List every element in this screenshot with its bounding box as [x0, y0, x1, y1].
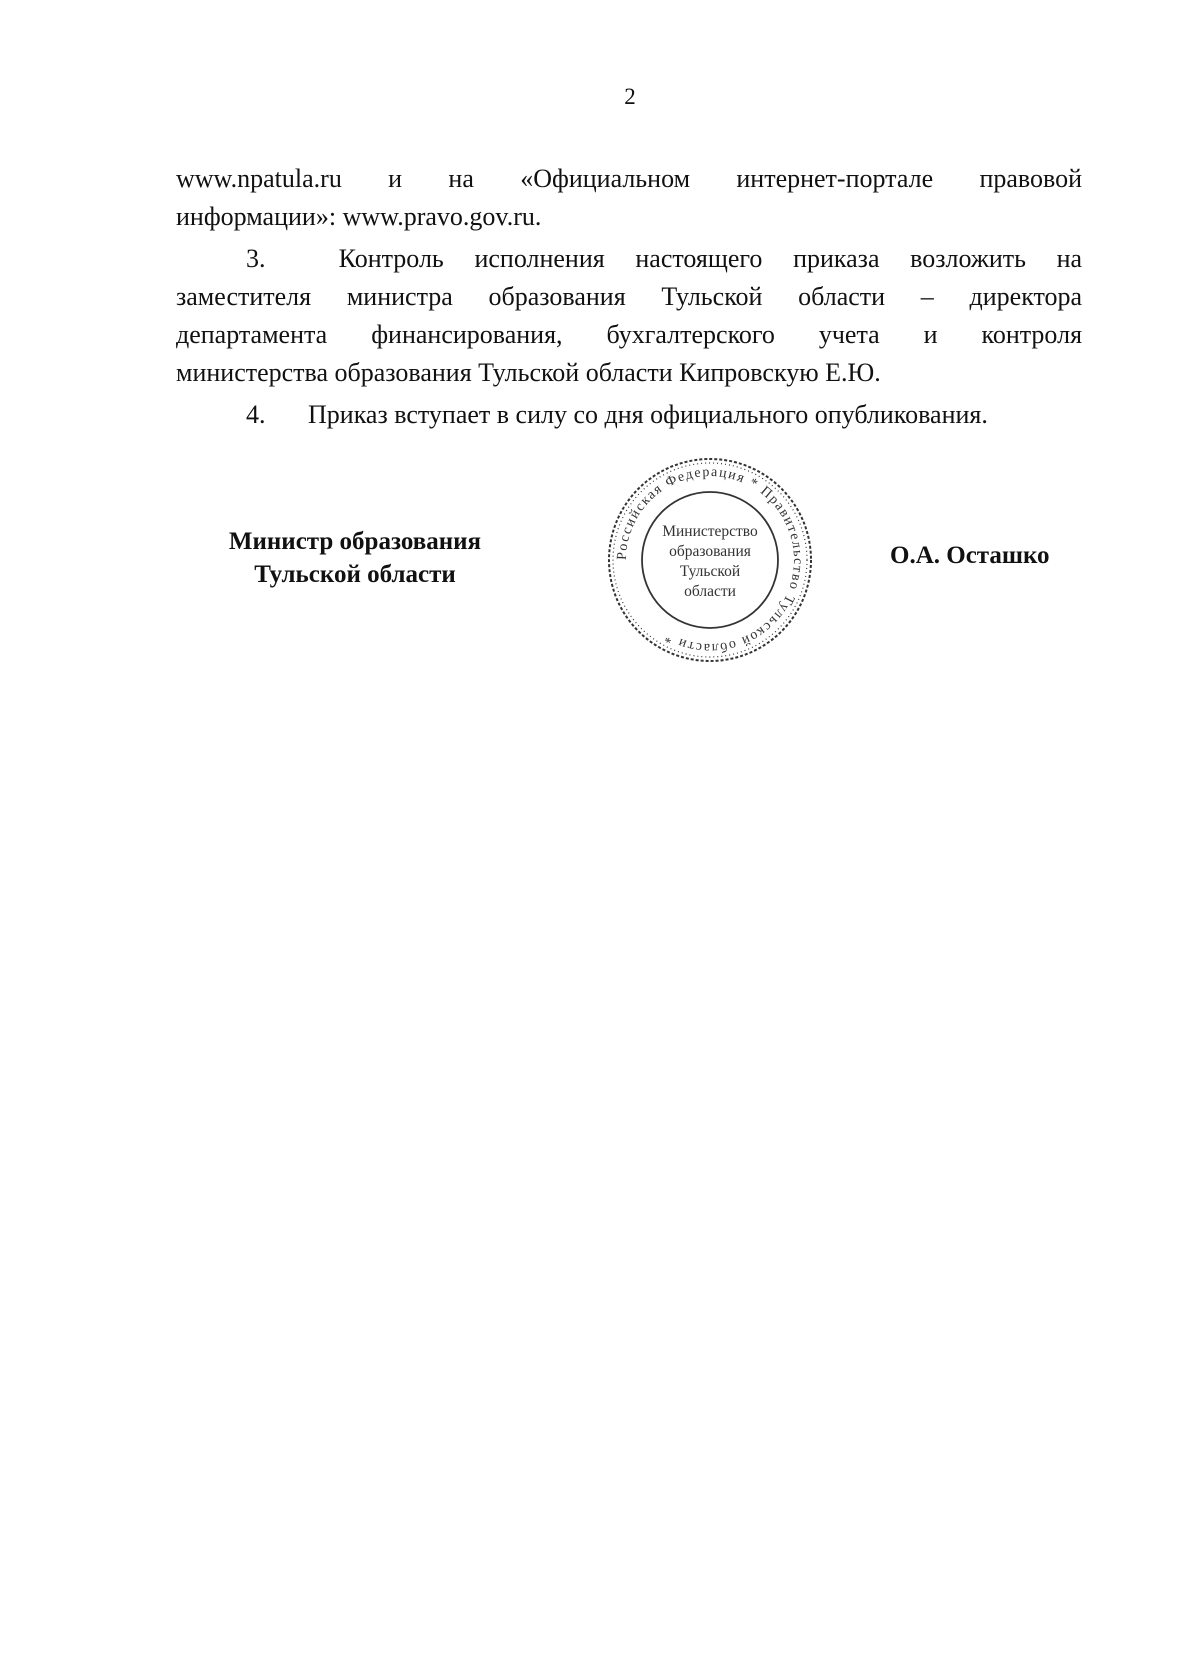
word: на: [448, 164, 474, 193]
paragraph-3-line-3: [176, 316, 1082, 354]
word: и: [388, 164, 403, 193]
signature-block: [0, 525, 1200, 725]
paragraph-3-line-2: [176, 278, 1082, 316]
paragraph-3-line-1: [176, 240, 1082, 278]
word: и: [923, 320, 938, 349]
word: настоящего: [635, 244, 763, 273]
paragraph-4: [176, 396, 1082, 434]
word: www.npatula.ru: [176, 164, 342, 193]
word: исполнения: [474, 244, 605, 273]
word: бухгалтерского: [606, 320, 775, 349]
word: учета: [818, 320, 880, 349]
word: «Официальном: [520, 164, 691, 193]
word: директора: [969, 282, 1082, 311]
word: –: [920, 282, 934, 311]
word: финансирования,: [371, 320, 563, 349]
page-number: 2: [624, 84, 636, 109]
continuation-line-2: информации»: www.pravo.gov.ru.: [176, 202, 542, 231]
official-seal-stamp: [603, 453, 817, 667]
paragraph-4-number: 4.: [246, 400, 266, 429]
word: интернет-портале: [736, 164, 934, 193]
signer-title: [210, 525, 500, 591]
word: министра: [346, 282, 453, 311]
signer-title-line-1: Министр образования: [228, 528, 482, 555]
paragraph-3-number: 3.: [246, 244, 266, 273]
word: заместителя: [176, 282, 312, 311]
word: области: [798, 282, 886, 311]
continuation-line-1: [176, 160, 1082, 198]
word: контроля: [981, 320, 1082, 349]
word: департамента: [176, 320, 328, 349]
paragraph-3-line-4: министерства образования Тульской области Кипровскую Е.Ю.: [176, 358, 881, 387]
seal-center-line-2: образования: [669, 543, 751, 560]
word: образования: [488, 282, 626, 311]
seal-center-line-1: Министерство: [662, 523, 758, 540]
seal-center-line-3: Тульской: [679, 563, 741, 580]
paragraph-4-text: Приказ вступает в силу со дня официального опубликования.: [308, 400, 988, 429]
document-body: [176, 160, 1082, 434]
seal-ring-text: Российская Федерация * Правительство Тульской области *: [614, 464, 806, 656]
word: Тульской: [661, 282, 763, 311]
word: на: [1056, 244, 1082, 273]
signer-name: О.А. Осташко: [890, 542, 1050, 569]
seal-center-line-4: области: [684, 583, 736, 600]
word: правовой: [979, 164, 1082, 193]
svg-text:Российская Федерация * Правите: [615, 465, 805, 655]
signer-title-line-2: Тульской области: [254, 561, 456, 588]
word: приказа: [793, 244, 880, 273]
word: Контроль: [338, 244, 444, 273]
word: возложить: [910, 244, 1026, 273]
